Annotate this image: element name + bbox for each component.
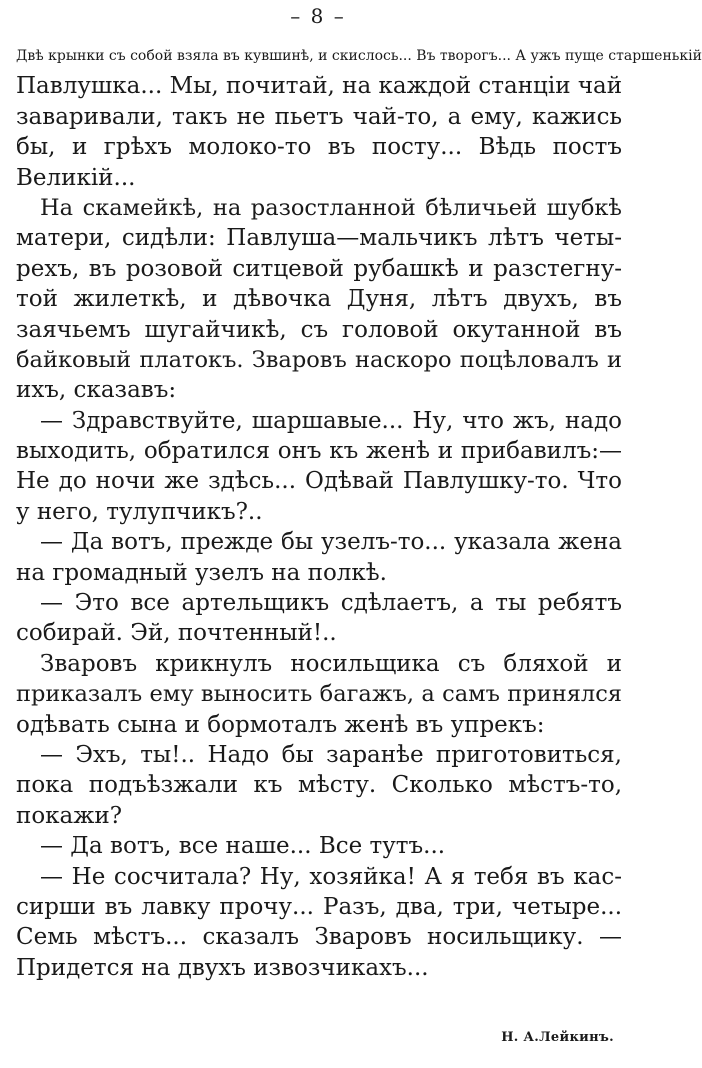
text-line: — Да вотъ, все наше... Все тутъ... — [40, 833, 446, 860]
text-line: матери, сидѣли: Павлуша—мальчикъ лѣтъ четы- — [16, 225, 622, 252]
text-line: пока подъѣзжали къ мѣсту. Сколько мѣстъ-то, — [16, 772, 622, 799]
text-line: на громадный узелъ на полкѣ. — [16, 559, 387, 586]
text-line: собирай. Эй, почтенный!.. — [16, 620, 337, 647]
body-text — [16, 41, 702, 983]
text-line: той жилеткѣ, и дѣвочка Дуня, лѣтъ двухъ, въ — [16, 286, 622, 313]
text-line: — Эхъ, ты!.. Надо бы заранѣе приготовиться, — [40, 741, 622, 768]
text-line: сирши въ лавку прочу... Разъ, два, три, четыре... — [16, 893, 622, 920]
text-line: заваривали, такъ не пьетъ чай-то, а ему, кажись — [16, 103, 622, 130]
text-line: — Это все артельщикъ сдѣлаетъ, а ты ребятъ — [40, 590, 622, 617]
text-line: приказалъ ему выносить багажъ, а самъ принялся — [16, 681, 622, 708]
text-line: На скамейкѣ, на разостланной бѣличьей шубкѣ — [40, 194, 622, 221]
text-line: рехъ, въ розовой ситцевой рубашкѣ и разстегну- — [16, 255, 622, 282]
text-line: байковый платокъ. Зваровъ наскоро поцѣловалъ и — [16, 346, 622, 373]
text-line: у него, тулупчикъ?.. — [16, 498, 263, 525]
text-line: Придется на двухъ извозчикахъ... — [16, 954, 429, 981]
text-line: одѣвать сына и бормоталъ женѣ въ упрекъ: — [16, 711, 545, 738]
author-signature: Н. А.Лейкинъ. — [501, 1030, 614, 1045]
text-line: Семь мѣстъ... сказалъ Зваровъ носильщику. — — [16, 924, 622, 951]
text-line: — Здравствуйте, шаршавые... Ну, что жъ, надо — [40, 407, 622, 434]
text-line: — Да вотъ, прежде бы узелъ-то... указала жена — [40, 529, 622, 556]
text-line: Не до ночи же здѣсь... Одѣвай Павлушку-то. Что — [16, 468, 622, 495]
text-line: Павлушка... Мы, почитай, на каждой станціи чай — [16, 73, 623, 100]
text-line: Великій... — [16, 164, 136, 191]
text-line: бы, и грѣхъ молоко-то въ посту... Вѣдь постъ — [16, 134, 622, 161]
text-line: заячьемъ шугайчикѣ, съ головой окутанной въ — [16, 316, 622, 343]
text-line: выходить, обратился онъ къ женѣ и прибавилъ:— — [16, 438, 622, 465]
text-line: Зваровъ крикнулъ носильщика съ бляхой и — [40, 650, 622, 677]
text-line: Двѣ крынки съ собой взяла въ кувшинѣ, и скислось... Въ творогъ... А ужъ пуще старшенькій — [16, 48, 702, 64]
page-number: – 8 – — [290, 4, 346, 28]
text-line: ихъ, сказавъ: — [16, 377, 177, 404]
text-line: — Не сосчитала? Ну, хозяйка! А я тебя въ кас- — [40, 863, 622, 890]
text-line: покажи? — [16, 802, 123, 829]
